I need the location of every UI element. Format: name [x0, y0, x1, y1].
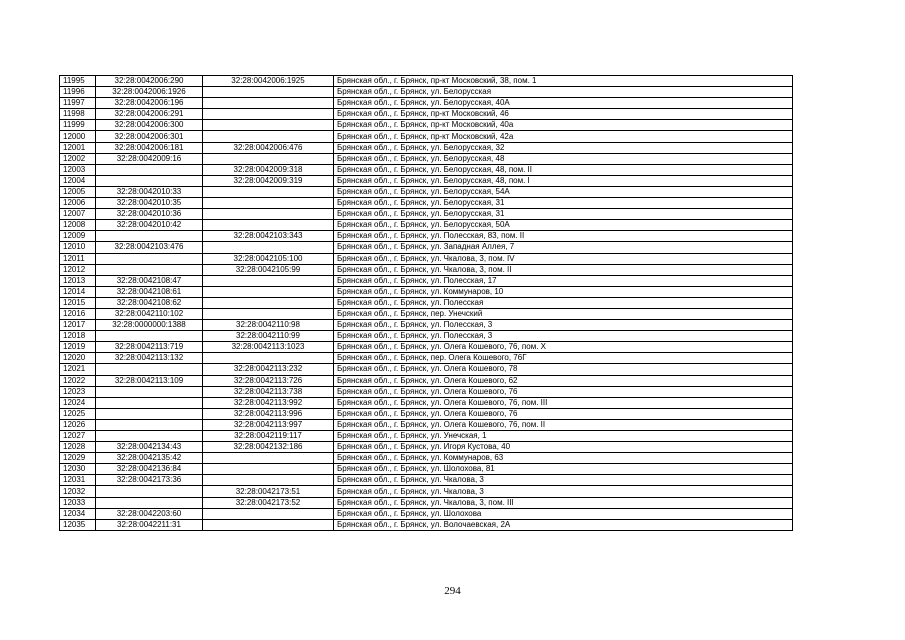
premises-cadastral-number-cell: [203, 220, 334, 231]
premises-cadastral-number-cell: 32:28:0042105:100: [203, 253, 334, 264]
premises-cadastral-number-cell: [203, 453, 334, 464]
premises-cadastral-number-cell: [203, 297, 334, 308]
premises-cadastral-number-cell: 32:28:0042006:476: [203, 142, 334, 153]
cadastral-number-cell: 32:28:0042006:1926: [96, 87, 203, 98]
address-cell: Брянская обл., г. Брянск, пр-кт Московский, 38, пом. 1: [334, 76, 793, 87]
cadastral-number-cell: 32:28:0042010:35: [96, 198, 203, 209]
row-number-cell: 12011: [60, 253, 96, 264]
premises-cadastral-number-cell: [203, 464, 334, 475]
row-number-cell: 12032: [60, 486, 96, 497]
table-row: [60, 98, 793, 109]
address-cell: Брянская обл., г. Брянск, ул. Белорусская, 54А: [334, 186, 793, 197]
cadastral-number-cell: [96, 486, 203, 497]
table-row: [60, 442, 793, 453]
table-row: [60, 364, 793, 375]
premises-cadastral-number-cell: 32:28:0042132:186: [203, 442, 334, 453]
table-row: [60, 153, 793, 164]
address-cell: Брянская обл., г. Брянск, ул. Чкалова, 3, пом. II: [334, 264, 793, 275]
address-cell: Брянская обл., г. Брянск, ул. Белорусская, 48, пом. I: [334, 175, 793, 186]
cadastral-number-cell: [96, 264, 203, 275]
row-number-cell: 12019: [60, 342, 96, 353]
address-cell: Брянская обл., г. Брянск, ул. Коммунаров, 63: [334, 453, 793, 464]
premises-cadastral-number-cell: 32:28:0042110:99: [203, 331, 334, 342]
premises-cadastral-number-cell: 32:28:0042113:1023: [203, 342, 334, 353]
table-row: [60, 186, 793, 197]
row-number-cell: 12016: [60, 308, 96, 319]
premises-cadastral-number-cell: [203, 475, 334, 486]
property-table-body: [60, 76, 793, 531]
cadastral-number-cell: [96, 497, 203, 508]
row-number-cell: 12031: [60, 475, 96, 486]
cadastral-number-cell: 32:28:0042113:109: [96, 375, 203, 386]
address-cell: Брянская обл., г. Брянск, ул. Белорусская: [334, 87, 793, 98]
property-table: [59, 75, 793, 531]
premises-cadastral-number-cell: 32:28:0042173:51: [203, 486, 334, 497]
row-number-cell: 12020: [60, 353, 96, 364]
address-cell: Брянская обл., г. Брянск, ул. Белорусская, 31: [334, 209, 793, 220]
table-row: [60, 242, 793, 253]
table-row: [60, 164, 793, 175]
row-number-cell: 12005: [60, 186, 96, 197]
cadastral-number-cell: 32:28:0042203:60: [96, 508, 203, 519]
address-cell: Брянская обл., г. Брянск, ул. Олега Кошевого, 76, пом. III: [334, 397, 793, 408]
premises-cadastral-number-cell: [203, 209, 334, 220]
row-number-cell: 12010: [60, 242, 96, 253]
cadastral-number-cell: 32:28:0042006:196: [96, 98, 203, 109]
table-row: [60, 519, 793, 530]
premises-cadastral-number-cell: [203, 275, 334, 286]
row-number-cell: 12027: [60, 431, 96, 442]
row-number-cell: 12012: [60, 264, 96, 275]
address-cell: Брянская обл., г. Брянск, ул. Белорусская, 50А: [334, 220, 793, 231]
cadastral-number-cell: 32:28:0042113:132: [96, 353, 203, 364]
address-cell: Брянская обл., г. Брянск, ул. Олега Кошевого, 62: [334, 375, 793, 386]
cadastral-number-cell: [96, 231, 203, 242]
row-number-cell: 12015: [60, 297, 96, 308]
row-number-cell: 12018: [60, 331, 96, 342]
cadastral-number-cell: 32:28:0042211:31: [96, 519, 203, 530]
address-cell: Брянская обл., г. Брянск, ул. Белорусская, 32: [334, 142, 793, 153]
cadastral-number-cell: [96, 364, 203, 375]
address-cell: Брянская обл., г. Брянск, ул. Полесская, 3: [334, 331, 793, 342]
premises-cadastral-number-cell: [203, 109, 334, 120]
table-row: [60, 497, 793, 508]
address-cell: Брянская обл., г. Брянск, ул. Чкалова, 3: [334, 475, 793, 486]
premises-cadastral-number-cell: 32:28:0042113:726: [203, 375, 334, 386]
address-cell: Брянская обл., г. Брянск, ул. Олега Кошевого, 76: [334, 386, 793, 397]
row-number-cell: 11995: [60, 76, 96, 87]
table-row: [60, 264, 793, 275]
address-cell: Брянская обл., г. Брянск, пер. Унечский: [334, 308, 793, 319]
cadastral-number-cell: [96, 386, 203, 397]
table-row: [60, 76, 793, 87]
row-number-cell: 12026: [60, 419, 96, 430]
premises-cadastral-number-cell: [203, 519, 334, 530]
table-row: [60, 397, 793, 408]
address-cell: Брянская обл., г. Брянск, ул. Чкалова, 3, пом. IV: [334, 253, 793, 264]
address-cell: Брянская обл., г. Брянск, ул. Олега Кошевого, 78: [334, 364, 793, 375]
table-row: [60, 453, 793, 464]
address-cell: Брянская обл., г. Брянск, ул. Полесская, 17: [334, 275, 793, 286]
premises-cadastral-number-cell: [203, 286, 334, 297]
table-row: [60, 87, 793, 98]
cadastral-number-cell: 32:28:0042010:36: [96, 209, 203, 220]
address-cell: Брянская обл., г. Брянск, ул. Унечская, 1: [334, 431, 793, 442]
page-number: 294: [444, 585, 461, 597]
row-number-cell: 12034: [60, 508, 96, 519]
table-row: [60, 386, 793, 397]
premises-cadastral-number-cell: 32:28:0042113:992: [203, 397, 334, 408]
premises-cadastral-number-cell: [203, 120, 334, 131]
premises-cadastral-number-cell: 32:28:0042006:1925: [203, 76, 334, 87]
table-row: [60, 320, 793, 331]
cadastral-number-cell: [96, 175, 203, 186]
premises-cadastral-number-cell: 32:28:0042009:318: [203, 164, 334, 175]
cadastral-number-cell: [96, 253, 203, 264]
cadastral-number-cell: 32:28:0042108:47: [96, 275, 203, 286]
row-number-cell: 12003: [60, 164, 96, 175]
table-row: [60, 198, 793, 209]
table-row: [60, 375, 793, 386]
row-number-cell: 12002: [60, 153, 96, 164]
cadastral-number-cell: 32:28:0042103:476: [96, 242, 203, 253]
cadastral-number-cell: 32:28:0042010:42: [96, 220, 203, 231]
address-cell: Брянская обл., г. Брянск, ул. Игоря Кустова, 40: [334, 442, 793, 453]
table-row: [60, 419, 793, 430]
cadastral-number-cell: 32:28:0042006:291: [96, 109, 203, 120]
row-number-cell: 12035: [60, 519, 96, 530]
address-cell: Брянская обл., г. Брянск, ул. Олега Кошевого, 76, пом. X: [334, 342, 793, 353]
premises-cadastral-number-cell: 32:28:0042105:99: [203, 264, 334, 275]
address-cell: Брянская обл., г. Брянск, ул. Полесская, 83, пом. II: [334, 231, 793, 242]
table-row: [60, 342, 793, 353]
premises-cadastral-number-cell: [203, 98, 334, 109]
row-number-cell: 12001: [60, 142, 96, 153]
row-number-cell: 12029: [60, 453, 96, 464]
table-row: [60, 431, 793, 442]
table-row: [60, 308, 793, 319]
address-cell: Брянская обл., г. Брянск, ул. Волочаевская, 2А: [334, 519, 793, 530]
address-cell: Брянская обл., г. Брянск, ул. Олега Кошевого, 76: [334, 408, 793, 419]
address-cell: Брянская обл., г. Брянск, ул. Белорусская, 40А: [334, 98, 793, 109]
address-cell: Брянская обл., г. Брянск, ул. Шолохова: [334, 508, 793, 519]
row-number-cell: 12014: [60, 286, 96, 297]
address-cell: Брянская обл., г. Брянск, ул. Полесская, 3: [334, 320, 793, 331]
cadastral-number-cell: 32:28:0042136:84: [96, 464, 203, 475]
table-row: [60, 142, 793, 153]
cadastral-number-cell: 32:28:0000000:1388: [96, 320, 203, 331]
address-cell: Брянская обл., г. Брянск, ул. Полесская: [334, 297, 793, 308]
cadastral-number-cell: 32:28:0042108:61: [96, 286, 203, 297]
cadastral-number-cell: [96, 419, 203, 430]
row-number-cell: 12022: [60, 375, 96, 386]
table-row: [60, 475, 793, 486]
premises-cadastral-number-cell: [203, 198, 334, 209]
premises-cadastral-number-cell: [203, 153, 334, 164]
address-cell: Брянская обл., г. Брянск, пр-кт Московский, 46: [334, 109, 793, 120]
row-number-cell: 12009: [60, 231, 96, 242]
cadastral-number-cell: [96, 397, 203, 408]
table-row: [60, 175, 793, 186]
table-row: [60, 253, 793, 264]
premises-cadastral-number-cell: [203, 508, 334, 519]
row-number-cell: 12013: [60, 275, 96, 286]
address-cell: Брянская обл., г. Брянск, ул. Белорусская, 48, пом. II: [334, 164, 793, 175]
address-cell: Брянская обл., г. Брянск, ул. Западная Аллея, 7: [334, 242, 793, 253]
row-number-cell: 12023: [60, 386, 96, 397]
premises-cadastral-number-cell: [203, 353, 334, 364]
row-number-cell: 11996: [60, 87, 96, 98]
table-row: [60, 120, 793, 131]
address-cell: Брянская обл., г. Брянск, пр-кт Московский, 42а: [334, 131, 793, 142]
address-cell: Брянская обл., г. Брянск, пер. Олега Кошевого, 76Г: [334, 353, 793, 364]
premises-cadastral-number-cell: 32:28:0042113:997: [203, 419, 334, 430]
row-number-cell: 12025: [60, 408, 96, 419]
table-row: [60, 286, 793, 297]
row-number-cell: 11998: [60, 109, 96, 120]
row-number-cell: 12006: [60, 198, 96, 209]
premises-cadastral-number-cell: 32:28:0042009:319: [203, 175, 334, 186]
row-number-cell: 12021: [60, 364, 96, 375]
row-number-cell: 11999: [60, 120, 96, 131]
cadastral-number-cell: [96, 331, 203, 342]
address-cell: Брянская обл., г. Брянск, ул. Чкалова, 3, пом. III: [334, 497, 793, 508]
premises-cadastral-number-cell: [203, 131, 334, 142]
premises-cadastral-number-cell: 32:28:0042119:117: [203, 431, 334, 442]
row-number-cell: 12008: [60, 220, 96, 231]
premises-cadastral-number-cell: 32:28:0042103:343: [203, 231, 334, 242]
table-row: [60, 231, 793, 242]
cadastral-number-cell: [96, 408, 203, 419]
table-row: [60, 408, 793, 419]
cadastral-number-cell: [96, 164, 203, 175]
row-number-cell: 11997: [60, 98, 96, 109]
table-row: [60, 297, 793, 308]
premises-cadastral-number-cell: 32:28:0042173:52: [203, 497, 334, 508]
table-row: [60, 275, 793, 286]
cadastral-number-cell: 32:28:0042006:290: [96, 76, 203, 87]
row-number-cell: 12028: [60, 442, 96, 453]
premises-cadastral-number-cell: [203, 87, 334, 98]
table-row: [60, 220, 793, 231]
address-cell: Брянская обл., г. Брянск, пр-кт Московский, 40а: [334, 120, 793, 131]
row-number-cell: 12024: [60, 397, 96, 408]
premises-cadastral-number-cell: [203, 186, 334, 197]
cadastral-number-cell: 32:28:0042108:62: [96, 297, 203, 308]
cadastral-number-cell: 32:28:0042010:33: [96, 186, 203, 197]
cadastral-number-cell: 32:28:0042113:719: [96, 342, 203, 353]
row-number-cell: 12017: [60, 320, 96, 331]
address-cell: Брянская обл., г. Брянск, ул. Коммунаров, 10: [334, 286, 793, 297]
premises-cadastral-number-cell: [203, 308, 334, 319]
row-number-cell: 12004: [60, 175, 96, 186]
cadastral-number-cell: 32:28:0042134:43: [96, 442, 203, 453]
premises-cadastral-number-cell: [203, 242, 334, 253]
row-number-cell: 12033: [60, 497, 96, 508]
address-cell: Брянская обл., г. Брянск, ул. Белорусская, 31: [334, 198, 793, 209]
table-row: [60, 464, 793, 475]
premises-cadastral-number-cell: 32:28:0042113:738: [203, 386, 334, 397]
cadastral-number-cell: 32:28:0042135:42: [96, 453, 203, 464]
cadastral-number-cell: 32:28:0042110:102: [96, 308, 203, 319]
address-cell: Брянская обл., г. Брянск, ул. Шолохова, 81: [334, 464, 793, 475]
address-cell: Брянская обл., г. Брянск, ул. Чкалова, 3: [334, 486, 793, 497]
cadastral-number-cell: 32:28:0042009:16: [96, 153, 203, 164]
cadastral-number-cell: 32:28:0042006:181: [96, 142, 203, 153]
row-number-cell: 12030: [60, 464, 96, 475]
table-row: [60, 508, 793, 519]
table-row: [60, 353, 793, 364]
table-row: [60, 331, 793, 342]
address-cell: Брянская обл., г. Брянск, ул. Белорусская, 48: [334, 153, 793, 164]
table-row: [60, 131, 793, 142]
cadastral-number-cell: 32:28:0042006:301: [96, 131, 203, 142]
address-cell: Брянская обл., г. Брянск, ул. Олега Кошевого, 76, пом. II: [334, 419, 793, 430]
table-row: [60, 109, 793, 120]
table-row: [60, 486, 793, 497]
table-row: [60, 209, 793, 220]
cadastral-number-cell: 32:28:0042006:300: [96, 120, 203, 131]
premises-cadastral-number-cell: 32:28:0042113:232: [203, 364, 334, 375]
cadastral-number-cell: 32:28:0042173:36: [96, 475, 203, 486]
premises-cadastral-number-cell: 32:28:0042110:98: [203, 320, 334, 331]
row-number-cell: 12007: [60, 209, 96, 220]
cadastral-number-cell: [96, 431, 203, 442]
row-number-cell: 12000: [60, 131, 96, 142]
premises-cadastral-number-cell: 32:28:0042113:996: [203, 408, 334, 419]
